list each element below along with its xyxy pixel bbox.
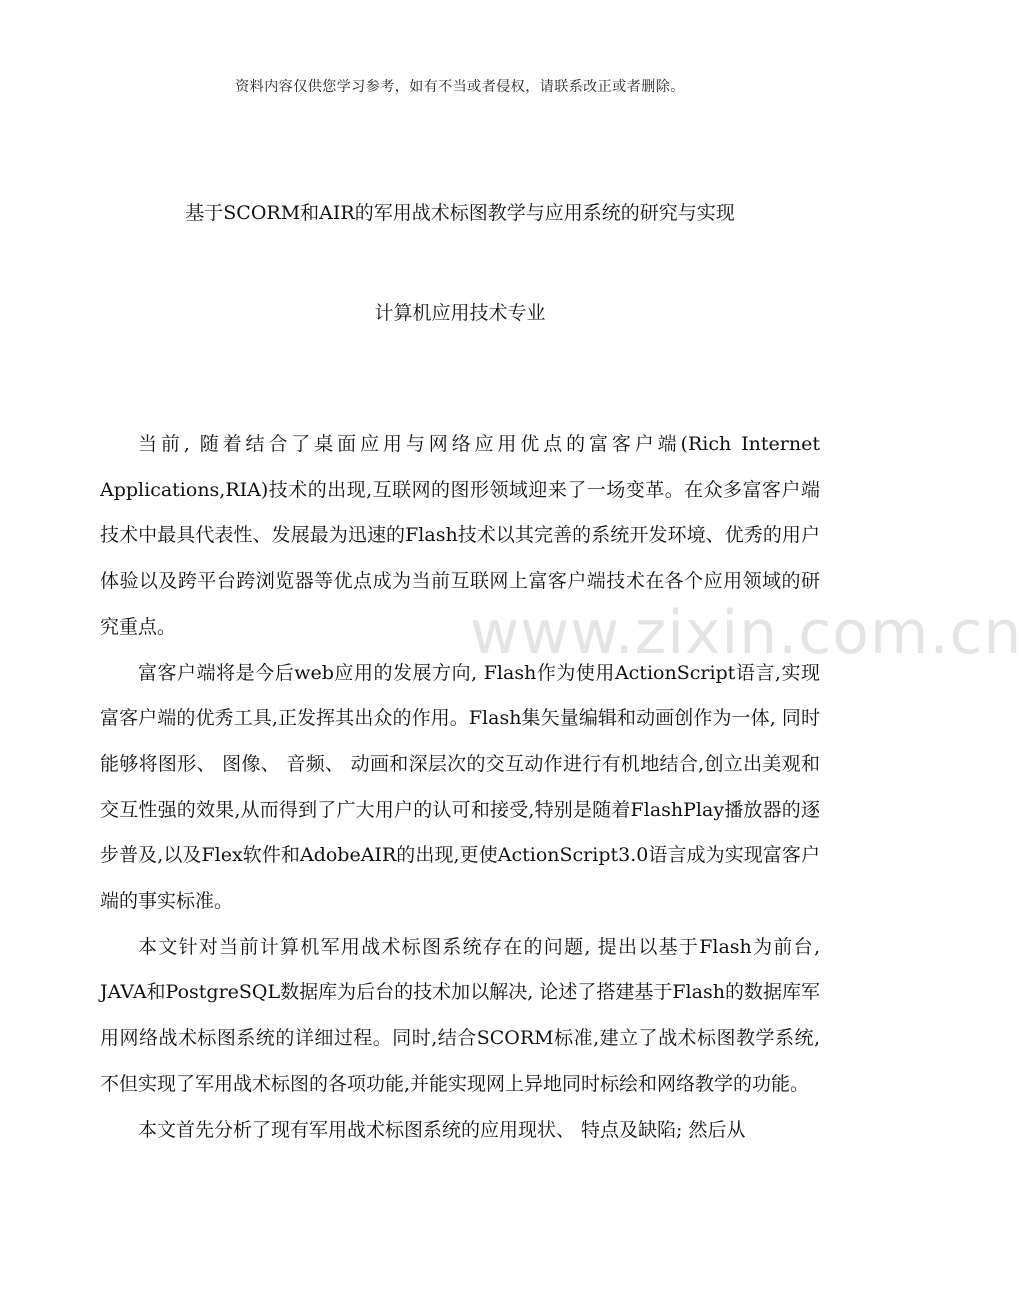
paragraph-2: 富客户端将是今后web应用的发展方向, Flash作为使用ActionScript语言,实现富客户端的优秀工具,正发挥其出众的作用。Flash集矢量编辑和动画创作为一体, 同时能够将图形、 图像、 音频、 动画和深层次的交互动作进行有机地结合,创立出美观和交互性强的效果,从而得到了广大用户的认可和接受,特别是随着FlashPlay播放器的逐步普及,以及Flex软件和AdobeAIR的出现,更使ActionScript3.0语言成为实现富客户端的事实标准。	[100, 661, 820, 913]
site-watermark: www.zixin.com.cn	[470, 598, 1022, 668]
paragraph-4: 本文首先分析了现有军用战术标图系统的应用现状、 特点及缺陷; 然后从	[138, 1118, 746, 1141]
document-title: 基于SCORM和AIR的军用战术标图教学与应用系统的研究与实现	[185, 202, 735, 224]
disclaimer-notice: 资料内容仅供您学习参考，如有不当或者侵权，请联系改正或者删除。	[235, 79, 685, 95]
paragraph-1: 当前, 随着结合了桌面应用与网络应用优点的富客户端(Rich Internet Applications,RIA)技术的出现,互联网的图形领域迎来了一场变革。在众多富客户端技术中最具代表性、发展最为迅速的Flash技术以其完善的系统开发环境、优秀的用户体验以及跨平台跨浏览器等优点成为当前互联网上富客户端技术在各个应用领域的研究重点。	[100, 433, 820, 638]
document-major: 计算机应用技术专业	[374, 302, 546, 324]
paragraph-3: 本文针对当前计算机军用战术标图系统存在的问题, 提出以基于Flash为前台, JAVA和PostgreSQL数据库为后台的技术加以解决, 论述了搭建基于Flash的数据库军用网络战术标图系统的详细过程。同时,结合SCORM标准,建立了战术标图教学系统,不但实现了军用战术标图的各项功能,并能实现网上异地同时标绘和网络教学的功能。	[100, 935, 820, 1095]
document-body	[100, 422, 820, 1153]
